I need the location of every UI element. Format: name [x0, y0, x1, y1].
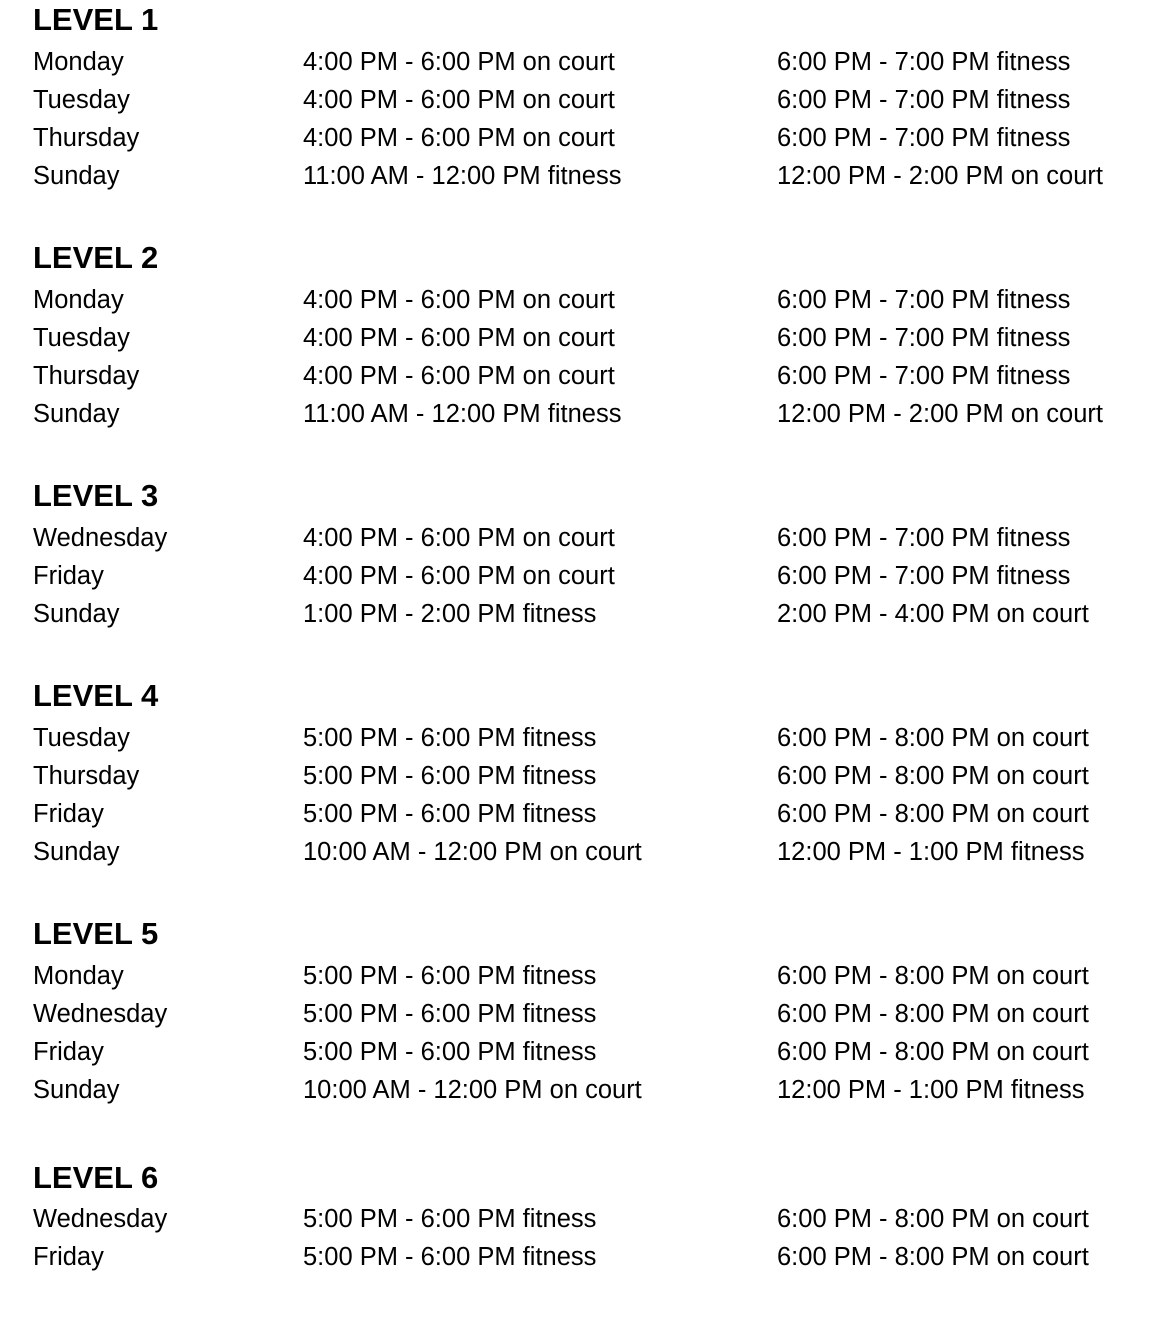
day-label: Monday [33, 48, 124, 76]
schedule-row [0, 719, 1169, 757]
second-session: 6:00 PM - 7:00 PM fitness [777, 124, 1071, 152]
first-session: 11:00 AM - 12:00 PM fitness [303, 162, 622, 190]
first-session: 4:00 PM - 6:00 PM on court [303, 562, 615, 590]
day-label: Sunday [33, 1076, 120, 1104]
first-session: 11:00 AM - 12:00 PM fitness [303, 400, 622, 428]
level-title: LEVEL 3 [33, 478, 159, 513]
second-session: 6:00 PM - 8:00 PM on court [777, 800, 1089, 828]
first-session: 5:00 PM - 6:00 PM fitness [303, 800, 597, 828]
level-title: LEVEL 1 [33, 2, 159, 37]
second-session: 6:00 PM - 8:00 PM on court [777, 1243, 1089, 1271]
day-label: Friday [33, 800, 104, 828]
first-session: 4:00 PM - 6:00 PM on court [303, 286, 615, 314]
second-session: 12:00 PM - 1:00 PM fitness [777, 1076, 1085, 1104]
day-label: Monday [33, 286, 124, 314]
day-label: Thursday [33, 362, 140, 390]
second-session: 12:00 PM - 2:00 PM on court [777, 162, 1103, 190]
day-label: Monday [33, 962, 124, 990]
second-session: 12:00 PM - 2:00 PM on court [777, 400, 1103, 428]
second-session: 6:00 PM - 7:00 PM fitness [777, 562, 1071, 590]
schedule-row [0, 43, 1169, 81]
first-session: 5:00 PM - 6:00 PM fitness [303, 962, 597, 990]
schedule-row [0, 1200, 1169, 1238]
second-session: 6:00 PM - 7:00 PM fitness [777, 86, 1071, 114]
first-session: 5:00 PM - 6:00 PM fitness [303, 762, 597, 790]
second-session: 6:00 PM - 7:00 PM fitness [777, 48, 1071, 76]
first-session: 5:00 PM - 6:00 PM fitness [303, 1038, 597, 1066]
day-label: Sunday [33, 838, 120, 866]
second-session: 6:00 PM - 8:00 PM on court [777, 1000, 1089, 1028]
day-label: Friday [33, 1243, 104, 1271]
schedule-row [0, 357, 1169, 395]
day-label: Thursday [33, 762, 140, 790]
day-label: Wednesday [33, 1000, 168, 1028]
schedule-row [0, 119, 1169, 157]
schedule-row [0, 833, 1169, 871]
first-session: 10:00 AM - 12:00 PM on court [303, 1076, 642, 1104]
second-session: 6:00 PM - 8:00 PM on court [777, 1038, 1089, 1066]
second-session: 6:00 PM - 8:00 PM on court [777, 762, 1089, 790]
second-session: 6:00 PM - 8:00 PM on court [777, 724, 1089, 752]
day-label: Thursday [33, 124, 140, 152]
first-session: 4:00 PM - 6:00 PM on court [303, 48, 615, 76]
first-session: 5:00 PM - 6:00 PM fitness [303, 1000, 597, 1028]
day-label: Tuesday [33, 724, 130, 752]
day-label: Tuesday [33, 324, 130, 352]
level-title: LEVEL 4 [33, 678, 159, 713]
day-label: Wednesday [33, 1205, 168, 1233]
schedule-row [0, 395, 1169, 433]
first-session: 5:00 PM - 6:00 PM fitness [303, 724, 597, 752]
first-session: 5:00 PM - 6:00 PM fitness [303, 1243, 597, 1271]
schedule-row [0, 957, 1169, 995]
schedule-row [0, 995, 1169, 1033]
schedule-row [0, 595, 1169, 633]
day-label: Friday [33, 562, 104, 590]
day-label: Sunday [33, 400, 120, 428]
first-session: 5:00 PM - 6:00 PM fitness [303, 1205, 597, 1233]
schedule-row [0, 519, 1169, 557]
schedule-row [0, 157, 1169, 195]
schedule-row [0, 557, 1169, 595]
level-title: LEVEL 5 [33, 916, 159, 951]
schedule-row [0, 757, 1169, 795]
first-session: 4:00 PM - 6:00 PM on court [303, 124, 615, 152]
day-label: Sunday [33, 600, 120, 628]
first-session: 4:00 PM - 6:00 PM on court [303, 524, 615, 552]
second-session: 2:00 PM - 4:00 PM on court [777, 600, 1089, 628]
second-session: 12:00 PM - 1:00 PM fitness [777, 838, 1085, 866]
first-session: 4:00 PM - 6:00 PM on court [303, 324, 615, 352]
day-label: Friday [33, 1038, 104, 1066]
day-label: Tuesday [33, 86, 130, 114]
schedule-row [0, 1033, 1169, 1071]
schedule-row [0, 281, 1169, 319]
schedule-row [0, 319, 1169, 357]
level-title: LEVEL 6 [33, 1160, 159, 1195]
first-session: 1:00 PM - 2:00 PM fitness [303, 600, 597, 628]
schedule-row [0, 795, 1169, 833]
schedule-row [0, 1071, 1169, 1109]
second-session: 6:00 PM - 7:00 PM fitness [777, 362, 1071, 390]
day-label: Sunday [33, 162, 120, 190]
first-session: 10:00 AM - 12:00 PM on court [303, 838, 642, 866]
day-label: Wednesday [33, 524, 168, 552]
second-session: 6:00 PM - 7:00 PM fitness [777, 524, 1071, 552]
second-session: 6:00 PM - 8:00 PM on court [777, 1205, 1089, 1233]
first-session: 4:00 PM - 6:00 PM on court [303, 86, 615, 114]
second-session: 6:00 PM - 8:00 PM on court [777, 962, 1089, 990]
schedule-row [0, 81, 1169, 119]
first-session: 4:00 PM - 6:00 PM on court [303, 362, 615, 390]
second-session: 6:00 PM - 7:00 PM fitness [777, 324, 1071, 352]
level-title: LEVEL 2 [33, 240, 159, 275]
schedule-row [0, 1238, 1169, 1276]
second-session: 6:00 PM - 7:00 PM fitness [777, 286, 1071, 314]
